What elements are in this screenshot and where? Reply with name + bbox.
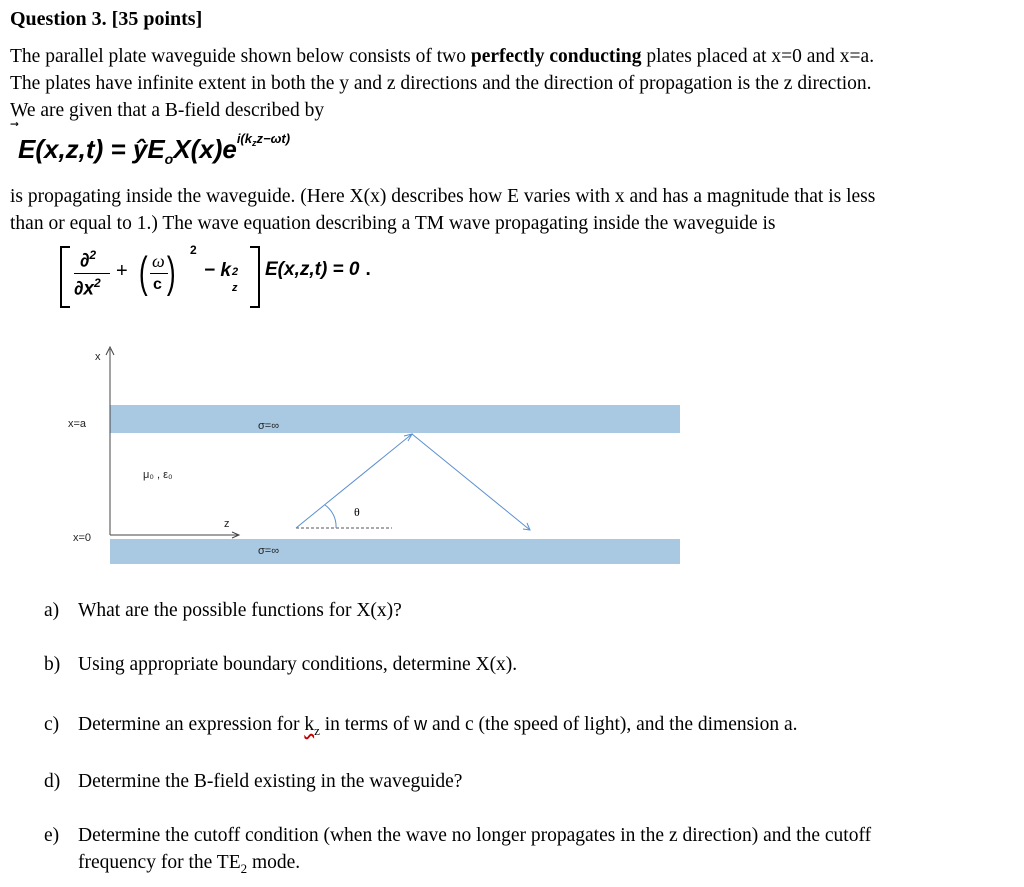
paren-close: ) bbox=[166, 248, 176, 297]
omega: ω bbox=[152, 251, 165, 271]
square-exponent: 2 bbox=[190, 243, 197, 257]
dx2-denominator: $\partial x^2$ bbox=[74, 276, 101, 300]
medium-label: μ₀ , ε₀ bbox=[143, 469, 173, 481]
intro-line-2: The plates have infinite extent in both the y and z directions and the direction of propagation is the z direction. bbox=[10, 73, 872, 94]
wave-equation bbox=[60, 243, 420, 308]
d2-numerator: ∂$^2$ bbox=[80, 248, 97, 272]
right-bracket bbox=[250, 246, 260, 308]
x-axis-label: x bbox=[95, 351, 101, 363]
waveguide-diagram bbox=[0, 335, 700, 575]
wave-line-2: than or equal to 1.) The wave equation describing a TM wave propagating inside the waveguide is bbox=[10, 213, 776, 234]
sigma-top-label: σ=∞ bbox=[258, 420, 280, 432]
fraction-bar-2 bbox=[150, 273, 168, 274]
intro-line-3: We are given that a B-field described by bbox=[10, 100, 325, 121]
c-denominator: c bbox=[153, 276, 162, 293]
plus-sign: + bbox=[116, 260, 128, 282]
minus-kz2: − k 2 z bbox=[204, 260, 239, 294]
left-bracket bbox=[60, 246, 70, 308]
theta-arc bbox=[325, 505, 336, 528]
wave-paragraph bbox=[10, 183, 1020, 237]
question-c: c) Determine an expression for $k_z$ in terms of w and c (the speed of light), and the dimension a. bbox=[44, 714, 798, 738]
reflected-ray bbox=[412, 434, 530, 530]
top-plate bbox=[110, 405, 680, 433]
question-a: a) What are the possible functions for X(x)? bbox=[44, 600, 402, 621]
question-d: d) Determine the B-field existing in the waveguide? bbox=[44, 771, 463, 792]
field-equation: $E(x,z,t) = ŷE_oX(x)e^{i(k_zz-\omega t)}$ bbox=[18, 131, 291, 167]
bottom-plate bbox=[110, 539, 680, 564]
sigma-bottom-label: σ=∞ bbox=[258, 545, 280, 557]
wave-line-1: is propagating inside the waveguide. (Here X(x) describes how E varies with x and has a magnitude that is less bbox=[10, 186, 876, 207]
wave-field-term: E(x,z,t) = 0 . bbox=[265, 259, 371, 280]
intro-line-1: The parallel plate waveguide shown below consists of two perfectly conducting plates placed at x=0 and x=a. bbox=[10, 46, 875, 67]
theta-label: θ bbox=[354, 505, 360, 519]
z-axis-label: z bbox=[224, 518, 230, 530]
fraction-bar-1 bbox=[74, 273, 110, 274]
x-a-label: x=a bbox=[68, 418, 87, 430]
intro-paragraph bbox=[10, 43, 1020, 124]
question-heading: Question 3. [35 points] bbox=[10, 8, 203, 30]
x-0-label: x=0 bbox=[73, 532, 92, 544]
paren-open: ( bbox=[138, 248, 148, 297]
question-b: b) Using appropriate boundary conditions, determine X(x). bbox=[44, 654, 518, 675]
question-e: e) Determine the cutoff condition (when the wave no longer propagates in the z direction) and the cutoff frequency for the $TE_2$ mode. bbox=[44, 825, 872, 876]
